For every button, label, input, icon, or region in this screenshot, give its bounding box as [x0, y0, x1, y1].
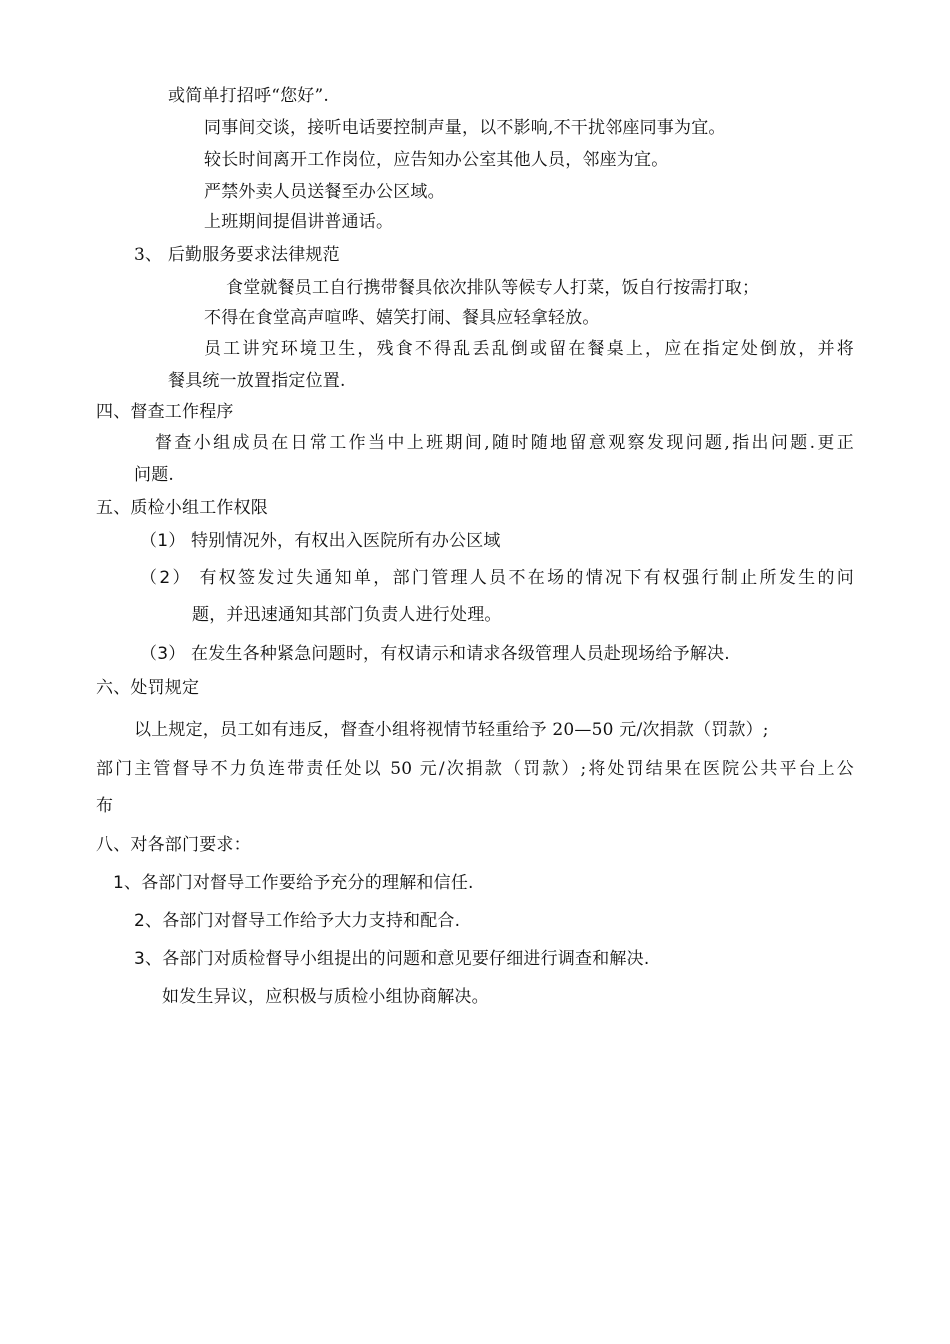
- text-line: 或简单打招呼“您好”.: [168, 86, 329, 106]
- list-item: 2、各部门对督导工作给予大力支持和配合.: [134, 911, 461, 931]
- text-line: 问题.: [134, 465, 175, 485]
- list-item: （3） 在发生各种紧急问题时，有权请示和请求各级管理人员赴现场给予解决.: [140, 644, 730, 664]
- text-line: 督查小组成员在日常工作当中上班期间,随时随地留意观察发现问题,指出问题.更正: [155, 433, 854, 453]
- list-item: 3、各部门对质检督导小组提出的问题和意见要仔细进行调查和解决.: [134, 949, 650, 969]
- section-heading: 五、质检小组工作权限: [96, 498, 268, 518]
- text-line: 以上规定，员工如有违反，督查小组将视情节轻重给予 20—50 元/次捐款（罚款）;: [134, 720, 769, 740]
- text-line: 同事间交谈，接听电话要控制声量，以不影响,不干扰邻座同事为宜。: [204, 118, 726, 138]
- list-item: （1） 特别情况外，有权出入医院所有办公区域: [140, 531, 501, 551]
- text-line: 部门主管督导不力负连带责任处以 50 元/次捐款（罚款）;将处罚结果在医院公共平台上公: [96, 759, 854, 779]
- text-line: 不得在食堂高声喧哗、嬉笑打闹、餐具应轻拿轻放。: [204, 308, 600, 328]
- text-line: 较长时间离开工作岗位，应告知办公室其他人员，邻座为宜。: [204, 150, 669, 170]
- text-line: 上班期间提倡讲普通话。: [204, 212, 394, 232]
- list-item: （2） 有权签发过失通知单，部门管理人员不在场的情况下有权强行制止所发生的问: [140, 568, 854, 588]
- text-line: 严禁外卖人员送餐至办公区域。: [204, 182, 445, 202]
- text-line: 员工讲究环境卫生，残食不得乱丢乱倒或留在餐桌上，应在指定处倒放，并将: [204, 339, 854, 359]
- text-line: 餐具统一放置指定位置.: [168, 371, 346, 391]
- section-heading: 八、对各部门要求：: [96, 835, 251, 855]
- section-heading: 六、处罚规定: [96, 678, 200, 698]
- list-item-continuation: 题，并迅速通知其部门负责人进行处理。: [192, 605, 502, 625]
- text-line: 布: [96, 796, 114, 816]
- list-item: 1、各部门对督导工作要给予充分的理解和信任.: [113, 873, 474, 893]
- list-item-continuation: 如发生异议，应积极与质检小组协商解决。: [162, 987, 489, 1007]
- section-heading: 四、督查工作程序: [96, 402, 234, 422]
- section-heading: 3、 后勤服务要求法律规范: [134, 245, 340, 265]
- text-line: 食堂就餐员工自行携带餐具依次排队等候专人打菜，饭自行按需打取；: [226, 278, 760, 298]
